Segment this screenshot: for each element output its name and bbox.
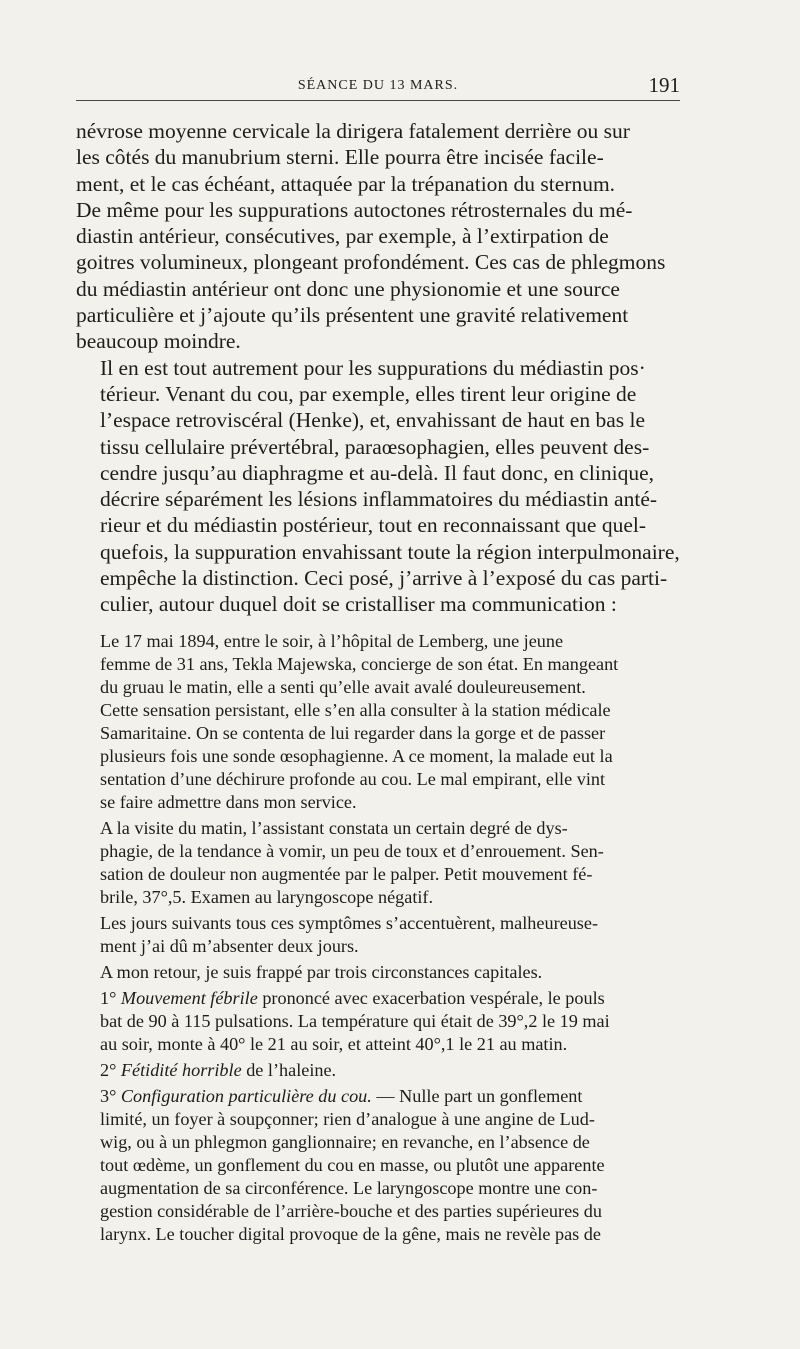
text-line: Le 17 mai 1894, entre le soir, à l’hôpital de Lemberg, une jeune xyxy=(100,631,564,651)
paragraph xyxy=(76,987,680,1056)
text-line: rieur et du médiastin postérieur, tout en reconnaissant que quel- xyxy=(100,513,647,538)
text-line: larynx. Le toucher digital provoque de la gêne, mais ne revèle pas de xyxy=(100,1224,601,1244)
paragraph xyxy=(76,1059,680,1082)
text-line: au soir, monte à 40° le 21 au soir, et atteint 40°,1 le 21 au matin. xyxy=(100,1034,568,1054)
case-report xyxy=(76,630,680,1246)
text-line: quefois, la suppuration envahissant toute la région interpulmonaire, xyxy=(100,539,680,564)
text-line: goitres volumineux, plongeant profondément. Ces cas de phlegmons xyxy=(76,250,666,275)
text-line: plusieurs fois une sonde œsophagienne. A ce moment, la malade eut la xyxy=(100,746,613,766)
text-line: décrire séparément les lésions inflammatoires du médiastin anté- xyxy=(100,487,658,512)
item-title: Mouvement fébrile xyxy=(120,988,258,1008)
text-line: Les jours suivants tous ces symptômes s’accentuèrent, malheureuse- xyxy=(100,913,598,933)
text-line: A la visite du matin, l’assistant constata un certain degré de dys- xyxy=(100,818,568,838)
text-line: ment, et le cas échéant, attaquée par la trépanation du sternum. xyxy=(76,171,616,196)
text-line: A mon retour, je suis frappé par trois circonstances capitales. xyxy=(100,962,543,982)
paragraph xyxy=(76,817,680,909)
item-number: 2° xyxy=(100,1060,117,1080)
text-line: gestion considérable de l’arrière-bouche et des parties supérieures du xyxy=(100,1201,602,1221)
text-line: l’espace retroviscéral (Henke), et, envahissant de haut en bas le xyxy=(100,408,646,433)
text-line: limité, un foyer à soupçonner; rien d’analogue à une angine de Lud- xyxy=(100,1109,595,1129)
text-line: tissu cellulaire prévertébral, paraœsophagien, elles peuvent des- xyxy=(100,434,650,459)
paragraph xyxy=(76,630,680,814)
paragraph xyxy=(76,912,680,958)
text-line: augmentation de sa circonférence. Le laryngoscope montre une con- xyxy=(100,1178,598,1198)
text-line: térieur. Venant du cou, par exemple, elles tirent leur origine de xyxy=(100,381,637,406)
text-line: cendre jusqu’au diaphragme et au-delà. Il faut donc, en clinique, xyxy=(100,460,654,485)
main-text xyxy=(76,118,680,618)
text-line: sentation d’une déchirure profonde au cou. Le mal empirant, elle vint xyxy=(100,769,606,789)
paragraph xyxy=(76,961,680,984)
text-line: beaucoup moindre. xyxy=(76,329,241,354)
text-line: brile, 37°,5. Examen au laryngoscope négatif. xyxy=(100,887,434,907)
paragraph xyxy=(76,355,680,618)
text-line: du médiastin antérieur ont donc une physionomie et une source xyxy=(76,276,620,301)
text-line: femme de 31 ans, Tekla Majewska, concierge de son état. En mangeant xyxy=(100,654,619,674)
text-run: — Nulle part un gonflement xyxy=(376,1086,583,1106)
text-line: du gruau le matin, elle a senti qu’elle avait avalé douleureusement. xyxy=(100,677,586,697)
text-line: Samaritaine. On se contenta de lui regarder dans la gorge et de passer xyxy=(100,723,606,743)
text-line: wig, ou à un phlegmon ganglionnaire; en revanche, en l’absence de xyxy=(100,1132,590,1152)
text-line: névrose moyenne cervicale la dirigera fatalement derrière ou sur xyxy=(76,119,630,143)
text-line: phagie, de la tendance à vomir, un peu de toux et d’enrouement. Sen- xyxy=(100,841,604,861)
text-line: diastin antérieur, consécutives, par exemple, à l’extirpation de xyxy=(76,224,609,249)
page-number: 191 xyxy=(648,73,680,97)
text-line: les côtés du manubrium sterni. Elle pourra être incisée facile- xyxy=(76,145,604,170)
text-line: bat de 90 à 115 pulsations. La température qui était de 39°,2 le 19 mai xyxy=(100,1011,610,1031)
running-head: SÉANCE DU 13 MARS. xyxy=(297,78,459,93)
paragraph xyxy=(76,118,680,355)
text-line: Il en est tout autrement pour les suppurations du médiastin pos· xyxy=(100,355,646,380)
text-line: culier, autour duquel doit se cristalliser ma communication : xyxy=(100,592,617,617)
text-line: tout œdème, un gonflement du cou en masse, ou plutôt une apparente xyxy=(100,1155,605,1175)
item-number: 1° xyxy=(100,988,117,1008)
text-run: de l’haleine. xyxy=(246,1060,337,1080)
text-line: sation de douleur non augmentée par le palper. Petit mouvement fé- xyxy=(100,864,593,884)
item-title: Configuration particulière du cou. xyxy=(120,1086,372,1106)
text-line xyxy=(76,1059,680,1082)
text-line: empêche la distinction. Ceci posé, j’arrive à l’exposé du cas parti- xyxy=(100,566,668,591)
text-line: Cette sensation persistant, elle s’en alla consulter à la station médicale xyxy=(100,700,611,720)
item-number: 3° xyxy=(100,1086,117,1106)
text-line: particulière et j’ajoute qu’ils présentent une gravité relativement xyxy=(76,303,629,328)
text-line: se faire admettre dans mon service. xyxy=(100,792,357,812)
text-line xyxy=(76,987,680,1010)
text-line xyxy=(76,1085,680,1108)
page-header xyxy=(76,72,680,101)
text-line: De même pour les suppurations autoctones rétrosternales du mé- xyxy=(76,197,633,222)
item-title: Fétidité horrible xyxy=(120,1060,242,1080)
text-run: prononcé avec exacerbation vespérale, le pouls xyxy=(262,988,605,1008)
text-line: ment j’ai dû m’absenter deux jours. xyxy=(100,936,359,956)
paragraph xyxy=(76,1085,680,1246)
